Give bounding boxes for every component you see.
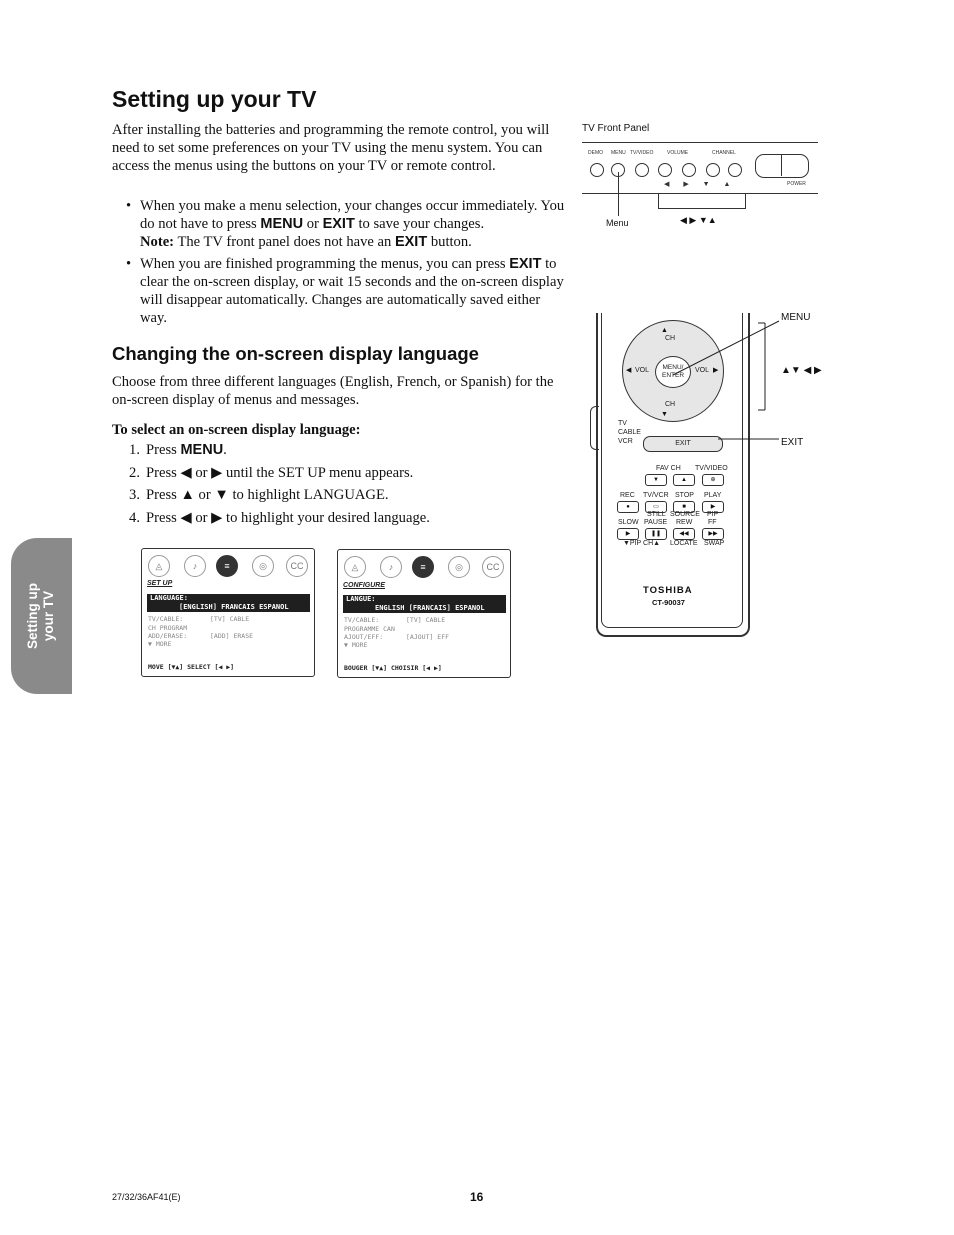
slow-button[interactable]: ▶ bbox=[617, 528, 639, 540]
exit-keyword: EXIT bbox=[509, 256, 542, 272]
volume-up-button[interactable] bbox=[682, 163, 696, 177]
osd-more: ▼ MORE bbox=[344, 641, 368, 649]
dpad-right-icon[interactable]: ▶ bbox=[713, 366, 719, 374]
osd-footer: MOVE [▼▲] SELECT [◀ ▶] bbox=[148, 663, 235, 671]
side-tab-label: Setting up your TV bbox=[25, 583, 56, 649]
rew-label: REW bbox=[676, 519, 693, 526]
step-3: 3. Press ▲ or ▼ to highlight LANGUAGE. bbox=[129, 487, 389, 503]
steps-heading: To select an on-screen display language: bbox=[112, 422, 361, 438]
dpad-ch-bottom: CH bbox=[665, 401, 676, 408]
tvvcr-label: TV/VCR bbox=[643, 492, 669, 499]
pause-button[interactable]: ❚❚ bbox=[645, 528, 667, 540]
label-tvvideo: TV/VIDEO bbox=[630, 150, 654, 156]
fav-ch-label: FAV CH bbox=[656, 465, 681, 472]
remote-mode-switch[interactable] bbox=[590, 406, 599, 450]
label-volume: VOLUME bbox=[667, 150, 689, 156]
audio-icon: ♪ bbox=[184, 555, 206, 577]
intro-paragraph: After installing the batteries and programming the remote control, you will need to set some preferences on your TV using the menu system. You can access the menus using the buttons on your TV or remote control. bbox=[112, 122, 550, 174]
osd-line-1: TV/CABLE: [TV] CABLE bbox=[148, 615, 250, 623]
rec-button[interactable]: ● bbox=[617, 501, 639, 513]
label-channel: CHANNEL bbox=[712, 150, 736, 156]
channel-down-button[interactable] bbox=[706, 163, 720, 177]
steps-list bbox=[112, 441, 572, 531]
footer-model: 27/32/36AF41(E) bbox=[112, 1192, 181, 1202]
osd-line-3: ADD/ERASE: [ADD] ERASE bbox=[148, 632, 254, 640]
remote-callout-lines bbox=[650, 315, 785, 450]
remote-arrows-callout: ▲▼ ◀ ▶ bbox=[781, 365, 822, 376]
bullet-list bbox=[112, 197, 568, 331]
fav-ch-up-button[interactable]: ▲ bbox=[673, 474, 695, 486]
bullet-item-1: • When you make a menu selection, your changes occur immediately. You do not have to press MENU or EXIT to save your changes. Note: The TV front panel does not have an EXIT button. bbox=[112, 197, 568, 251]
stop-label: STOP bbox=[675, 492, 694, 499]
tvvcr-button[interactable]: ▭ bbox=[645, 501, 667, 513]
pause-label: PAUSE bbox=[644, 519, 668, 526]
panel-top-line bbox=[582, 142, 818, 143]
mode-cable-label: CABLE bbox=[618, 429, 641, 436]
volume-down-button[interactable] bbox=[658, 163, 672, 177]
tv-video-label: TV/VIDEO bbox=[695, 465, 728, 472]
label-demo: DEMO bbox=[588, 150, 603, 156]
mode-vcr-label: VCR bbox=[618, 438, 633, 445]
step-2: 2. Press ◀ or ▶ until the SET UP menu appears. bbox=[129, 464, 414, 481]
front-panel-caption: TV Front Panel bbox=[582, 123, 650, 134]
ff-label: FF bbox=[708, 519, 717, 526]
menu-enter-button[interactable]: MENU/ ENTER bbox=[655, 356, 691, 388]
osd-icon-row bbox=[344, 556, 504, 578]
osd-header: CONFIGURE bbox=[343, 582, 385, 589]
setup-icon: ≡ bbox=[216, 555, 238, 577]
cc-icon: CC bbox=[482, 556, 504, 578]
power-button[interactable] bbox=[755, 154, 809, 178]
page-number: 16 bbox=[470, 1190, 484, 1204]
osd-french bbox=[337, 549, 511, 678]
menu-keyword: MENU bbox=[260, 216, 304, 232]
osd-english bbox=[141, 548, 315, 677]
osd-line-2: CH PROGRAM bbox=[148, 624, 188, 632]
ff-button[interactable]: ▶▶ bbox=[702, 528, 724, 540]
demo-button[interactable] bbox=[590, 163, 604, 177]
osd-header: SET UP bbox=[147, 580, 173, 587]
stop-button[interactable]: ■ bbox=[673, 501, 695, 513]
swap-label: SWAP bbox=[704, 540, 725, 547]
dpad-ch-top: CH bbox=[665, 335, 676, 342]
label-menu: MENU bbox=[611, 150, 626, 156]
rew-button[interactable]: ◀◀ bbox=[673, 528, 695, 540]
channel-up-button[interactable] bbox=[728, 163, 742, 177]
step-4: 4. Press ◀ or ▶ to highlight your desired language. bbox=[129, 509, 430, 526]
dpad-up-icon[interactable]: ▲ bbox=[661, 326, 668, 334]
timer-icon: ◎ bbox=[252, 555, 274, 577]
bullet-item-2: • When you are finished programming the menus, you can press EXIT to clear the on-screen display, or wait 15 seconds and the on-screen display will disappear automatically. Changes are automatically saved either way. bbox=[112, 255, 568, 327]
remote-menu-callout: MENU bbox=[781, 312, 811, 323]
locate-label: LOCATE bbox=[670, 540, 698, 547]
slow-label: SLOW bbox=[618, 519, 639, 526]
power-divider bbox=[781, 154, 782, 176]
menu-callout-line bbox=[618, 172, 619, 216]
play-button[interactable]: ▶ bbox=[702, 501, 724, 513]
step-1: 1. Press MENU. bbox=[129, 442, 227, 458]
osd-line-1: TV/CABLE: [TV] CABLE bbox=[344, 616, 446, 624]
fav-ch-down-button[interactable]: ▼ bbox=[645, 474, 667, 486]
audio-icon: ♪ bbox=[380, 556, 402, 578]
setup-icon: ≡ bbox=[412, 556, 434, 578]
dpad-vol-left: VOL bbox=[635, 367, 650, 374]
mode-tv-label: TV bbox=[618, 420, 627, 427]
dpad-left-icon[interactable]: ◀ bbox=[626, 366, 632, 374]
cc-icon: CC bbox=[286, 555, 308, 577]
section-intro: Choose from three different languages (English, French, or Spanish) for the on-screen display of menus and messages. bbox=[112, 374, 554, 408]
note-label: Note: bbox=[140, 234, 175, 250]
osd-icon-row bbox=[148, 555, 308, 577]
play-label: PLAY bbox=[704, 492, 722, 499]
pip-ch-label: ▼PIP CH▲ bbox=[623, 540, 661, 547]
osd-line-2: PROGRAMME CAN bbox=[344, 625, 395, 633]
osd-language-bar: LANGUE: ENGLISH [FRANCAIS] ESPANOL bbox=[343, 595, 506, 613]
remote-model-label: CT-90037 bbox=[652, 598, 685, 607]
still-label: STILL bbox=[647, 511, 666, 518]
toshiba-logo: TOSHIBA bbox=[643, 585, 693, 596]
timer-icon: ◎ bbox=[448, 556, 470, 578]
label-power: POWER bbox=[787, 181, 806, 187]
remote-exit-callout: EXIT bbox=[781, 437, 804, 448]
osd-footer: BOUGER [▼▲] CHOISIR [◀ ▶] bbox=[344, 664, 442, 672]
exit-keyword: EXIT bbox=[322, 216, 355, 232]
osd-more: ▼ MORE bbox=[148, 640, 172, 648]
page-title: Setting up your TV bbox=[112, 86, 317, 112]
dpad-down-icon[interactable]: ▼ bbox=[661, 410, 668, 418]
tv-video-button[interactable]: ⊕ bbox=[702, 474, 724, 486]
osd-line-3: AJOUT/EFF: [AJOUT] EFF bbox=[344, 633, 450, 641]
source-label: SOURCE bbox=[670, 511, 700, 518]
arrows-callout-label: ◀ ▶ ▼▲ bbox=[680, 215, 717, 225]
menu-callout-label: Menu bbox=[606, 218, 629, 228]
arrows-callout-bracket bbox=[658, 194, 746, 209]
picture-icon: ◬ bbox=[148, 555, 170, 577]
picture-icon: ◬ bbox=[344, 556, 366, 578]
panel-arrow-icons: ◀ ▶ ▼ ▲ bbox=[664, 181, 737, 188]
remote-exit-button[interactable]: EXIT bbox=[643, 436, 723, 452]
rec-label: REC bbox=[620, 492, 635, 499]
pip-label: PIP bbox=[707, 511, 719, 518]
osd-language-bar: LANGUAGE: [ENGLISH] FRANCAIS ESPANOL bbox=[147, 594, 310, 612]
tvvideo-button[interactable] bbox=[635, 163, 649, 177]
dpad-vol-right: VOL bbox=[695, 367, 710, 374]
section-heading: Changing the on-screen display language bbox=[112, 343, 479, 364]
